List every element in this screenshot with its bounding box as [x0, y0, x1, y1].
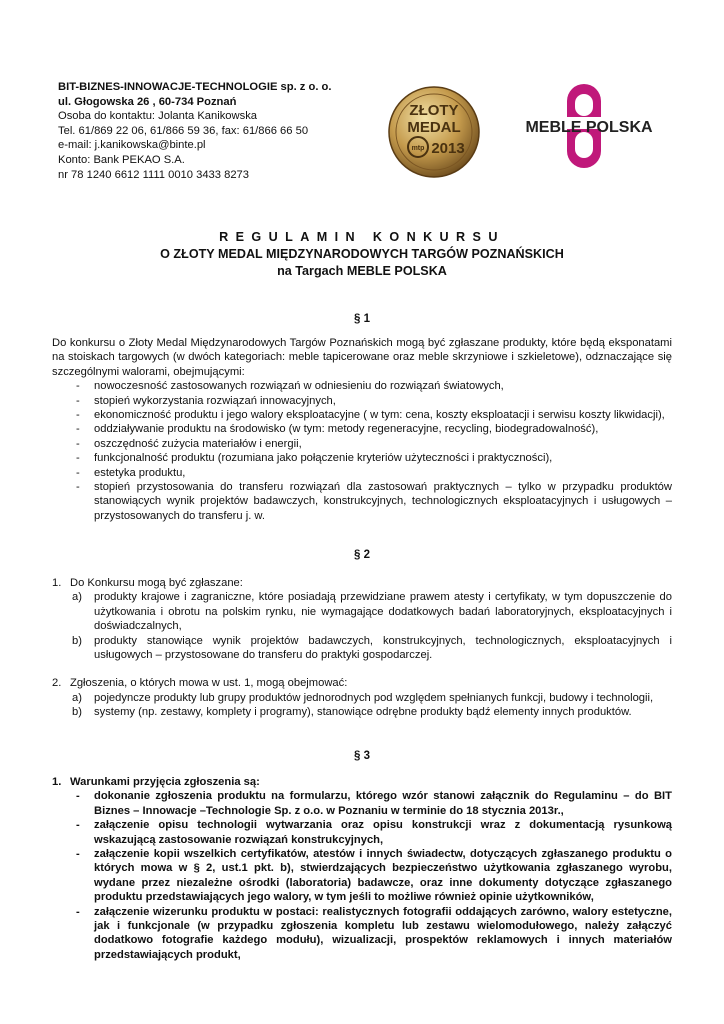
point-letter: b): [72, 634, 82, 647]
section-1-intro: Do konkursu o Złoty Medal Międzynarodowych Targów Poznańskich mogą być zgłaszane produkty, które będą eksponatami na stoiskach targowych (w dwóch kategoriach: meble tapicerowane oraz meble skrzyniowe i szkieletowe), odznaczające się szczególnymi walorami, obejmującymi:: [52, 337, 672, 378]
section-3-conditions-list: [52, 789, 672, 962]
point-text: produkty stanowiące wynik projektów badawczych, konstrukcyjnych, technologicznych, eksploatacyjnych i usługowych – przystosowane do transferu do praktyki gospodarczej.: [94, 634, 672, 662]
point-letter: a): [72, 691, 82, 704]
list-item: - stopień przystosowania do transferu rozwiązań dla zastosowań praktycznych – tylko w przypadku produktów stanowiących wynik projektów badawczych, konstrukcyjnych, technologicznych eksploatacyjnych i usługowych – przystosowanych do transferu j. w.: [52, 480, 672, 523]
list-item: - oszczędność zużycia materiałów i energii,: [52, 437, 672, 451]
section-2-point-1b: [52, 634, 672, 663]
contact-person: Osoba do kontaktu: Jolanta Kanikowska: [58, 110, 258, 123]
meble-polska-text: MEBLE POLSKA: [525, 119, 653, 136]
point-number: 2.: [52, 677, 62, 690]
section-2-heading: § 2: [354, 549, 370, 561]
point-letter: b): [72, 706, 82, 719]
point-text: systemy (np. zestawy, komplety i programy), stanowiące odrębne produkty bądź elementy innych produktów.: [94, 706, 632, 719]
zloty-medal-logo: [388, 82, 480, 182]
meble-polska-logo: [522, 82, 656, 174]
company-header: [58, 80, 388, 182]
section-1-heading: § 1: [354, 313, 370, 325]
point-letter: a): [72, 591, 82, 604]
point-number: 1.: [52, 776, 62, 788]
section-2-point-1: [52, 576, 672, 590]
section-1-criteria-list: [52, 379, 672, 523]
list-item: - załączenie kopii wszelkich certyfikatów, atestów i innych świadectw, dotyczących zgłaszanego produktu o których mowa w § 2, ust.1 pkt. b), stwierdzających bezpieczeństwo użytkowania zgłaszanego wyrobu, wydane przez niezależne ośrodki (laboratoria) badawcze, oraz inne dokumenty dotyczące zgłaszanego produktu przedstawiających jego walory, w tym jeśli to możliwe również opinie użytkowników,: [52, 847, 672, 905]
list-item: - stopień wykorzystania rozwiązań innowacyjnych,: [52, 394, 672, 408]
section-2-point-2a: [52, 691, 672, 705]
medal-word-2: MEDAL: [407, 119, 461, 136]
point-text: Zgłoszenia, o których mowa w ust. 1, mogą obejmować:: [70, 677, 348, 690]
medal-mtp: mtp: [411, 145, 425, 152]
list-item: - dokonanie zgłoszenia produktu na formularzu, którego wzór stanowi załącznik do Regulaminu – do BIT Biznes – Innowacje –Technologie Sp. z o.o. w Poznaniu w terminie do 18 stycznia 2013r.,: [52, 789, 672, 818]
section-3-point-1: [52, 775, 672, 789]
list-item: - nowoczesność zastosowanych rozwiązań w odniesieniu do rozwiązań światowych,: [52, 379, 672, 393]
point-text: pojedyncze produkty lub grupy produktów jednorodnych pod względem spełnianych funkcji, budowy i technologii,: [94, 691, 654, 704]
list-item: - załączenie wizerunku produktu w postaci: realistycznych fotografii oddających zarówno, walory estetyczne, jak i funkcjonale (w przypadku zgłoszenia kompletu lub zestawu wielomodułowego, należy załączyć dodatkowo fotografie każdego modułu), wizualizacji, prospektów reklamowych i innych materiałów przedstawiających produkt,: [52, 905, 672, 963]
meble-polska-mark-icon: [522, 82, 656, 174]
point-number: 1.: [52, 577, 62, 589]
list-item: - funkcjonalność produktu (rozumiana jako połączenie kryteriów użyteczności i praktyczności),: [52, 451, 672, 465]
section-3: [52, 775, 672, 962]
list-item: - estetyka produktu,: [52, 466, 672, 480]
phone-fax: Tel. 61/869 22 06, 61/866 59 36, fax: 61/866 66 50: [58, 124, 309, 137]
list-item: - załączenie opisu technologii wytwarzania oraz opisu konstrukcji wraz z dokumentacją rysunkową wskazującą zastosowanie rozwiązań konstrukcyjnych,: [52, 818, 672, 847]
section-2: [52, 576, 672, 720]
bank-name: Konto: Bank PEKAO S.A.: [58, 153, 185, 166]
company-address: ul. Głogowska 26 , 60-734 Poznań: [58, 95, 237, 108]
point-text: Do Konkursu mogą być zgłaszane:: [70, 577, 243, 589]
document-title: REGULAMIN KONKURSU: [219, 230, 505, 244]
list-item: - oddziaływanie produktu na środowisko (w tym: metody regeneracyjne, recycling, biodegradowalność),: [52, 422, 672, 436]
section-3-heading: § 3: [354, 750, 370, 762]
list-item: - ekonomiczność produktu i jego walory eksploatacyjne ( w tym: cena, koszty eksploatacji i serwisu koszty likwidacji),: [52, 408, 672, 422]
company-name: BIT-BIZNES-INNOWACJE-TECHNOLOGIE sp. z o. o.: [58, 81, 332, 93]
section-2-point-1a: [52, 590, 672, 633]
email: e-mail: j.kanikowska@binte.pl: [58, 139, 206, 152]
section-1: [52, 336, 672, 523]
medal-year: 2013: [431, 140, 465, 157]
medal-word-1: ZŁOTY: [409, 102, 459, 119]
point-text: produkty krajowe i zagraniczne, które posiadają przewidziane prawem atesty i certyfikaty, w tym dopuszczenie do użytkowania i obrotu na polskim rynku, nie wymagające dodatkowych badań laboratoryjnych, eksploatacyjnych i doświadczalnych,: [94, 591, 672, 633]
document-subtitle: O ZŁOTY MEDAL MIĘDZYNARODOWYCH TARGÓW POZNAŃSKICH: [160, 247, 564, 261]
point-text: Warunkami przyjęcia zgłoszenia są:: [70, 776, 260, 788]
document-subtitle-event: na Targach MEBLE POLSKA: [277, 264, 447, 278]
section-2-point-2b: [52, 705, 672, 719]
bank-account: nr 78 1240 6612 1111 0010 3433 8273: [58, 168, 249, 181]
section-2-point-2: [52, 676, 672, 690]
